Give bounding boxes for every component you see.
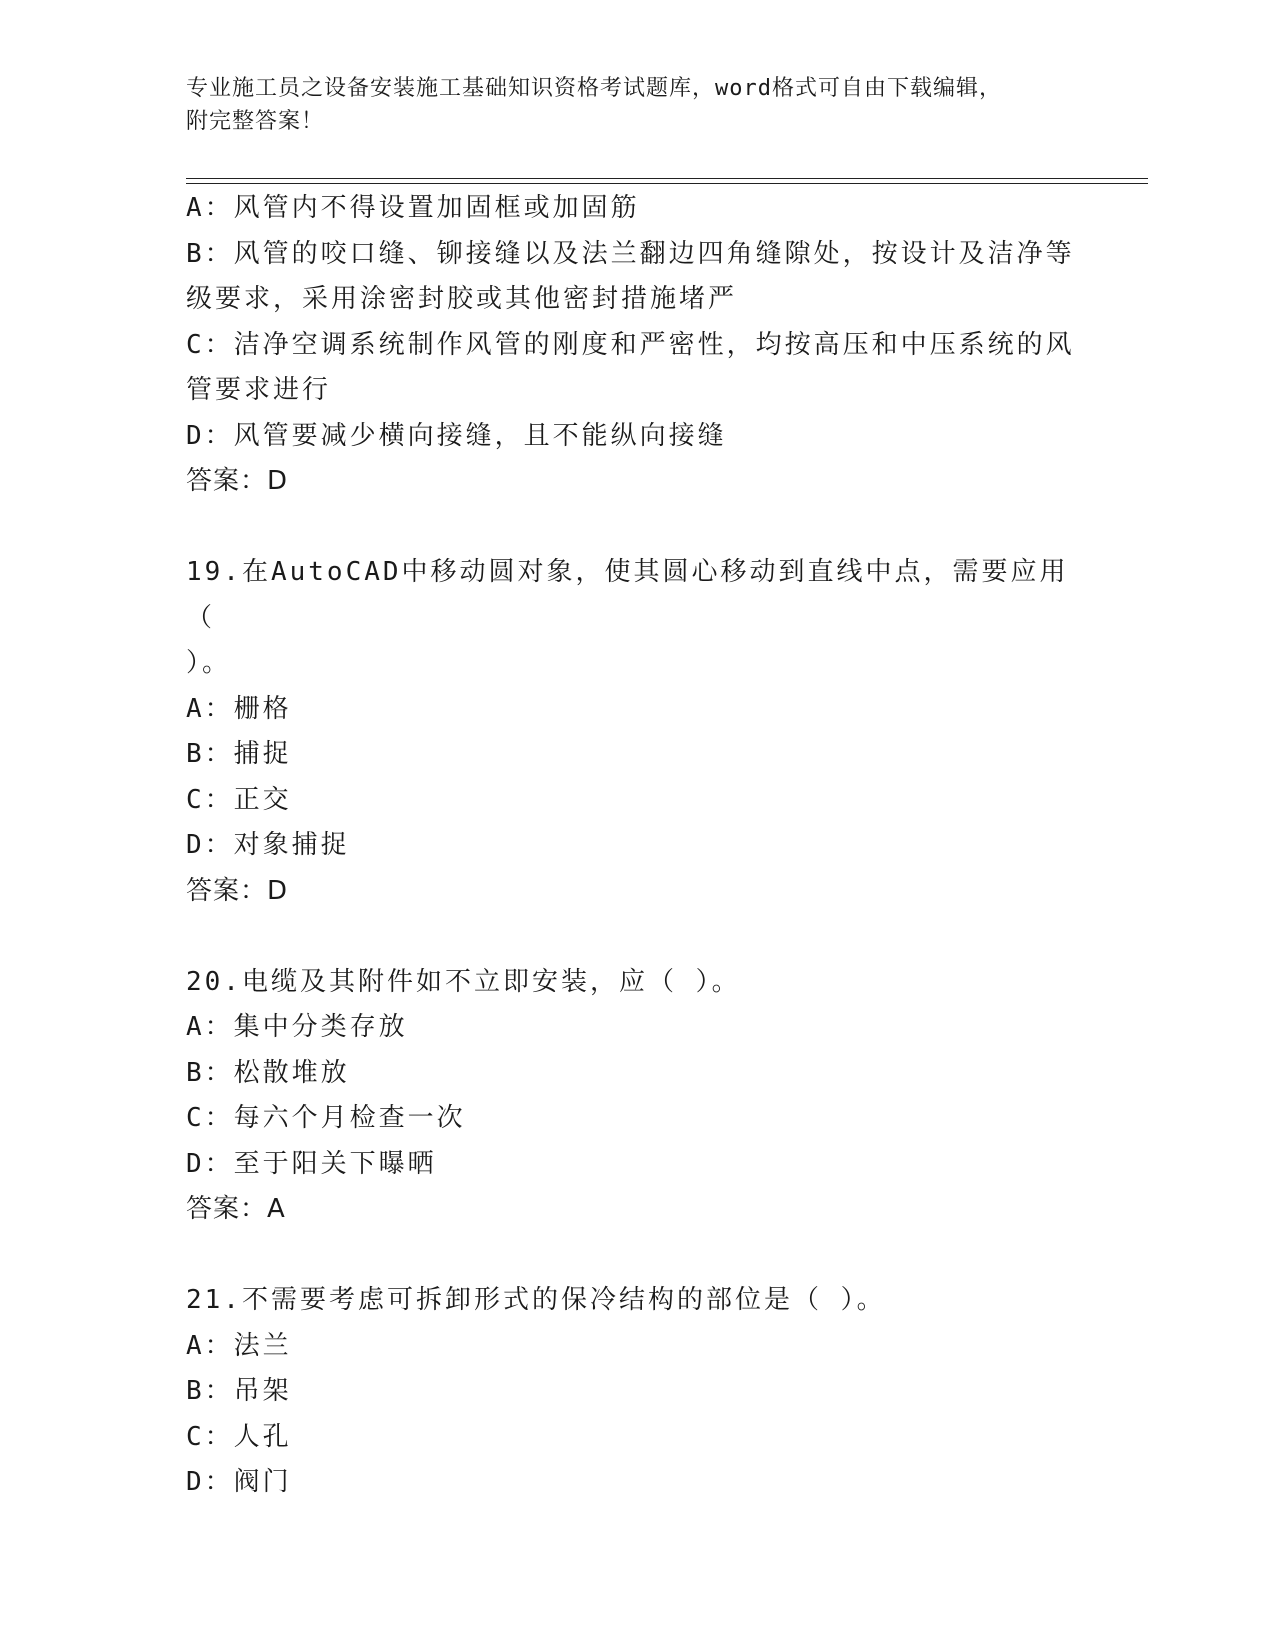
option-d: D：对象捕捉 [186, 830, 350, 860]
option-c: C：人孔 [186, 1421, 292, 1452]
option-c: C：洁净空调系统制作风管的刚度和严密性，均按高压和中压系统的风 [186, 329, 1075, 360]
header-rule-bottom [186, 183, 1148, 184]
option-b: B：吊架 [186, 1376, 292, 1406]
spacer [186, 505, 1086, 551]
document-header [186, 72, 1086, 138]
question-stem-continued: ）。 [186, 648, 232, 678]
spacer [186, 1233, 1086, 1279]
header-rule-top [186, 178, 1148, 179]
header-line-1: 专业施工员之设备安装施工基础知识资格考试题库，word格式可自由下载编辑， [186, 76, 1002, 101]
option-d: D：阀门 [186, 1467, 292, 1497]
option-b-continued: 级要求，采用涂密封胶或其他密封措施堵严 [186, 284, 738, 314]
answer-line: 答案：D [186, 875, 289, 906]
option-c: C：正交 [186, 784, 292, 815]
question-21 [186, 1278, 1086, 1506]
question-18 [186, 186, 1086, 505]
question-stem: 19.在AutoCAD中移动圆对象，使其圆心移动到直线中点，需要应用（ [186, 557, 1069, 633]
spacer [186, 914, 1086, 960]
answer-line: 答案：A [186, 1194, 286, 1224]
option-b: B：捕捉 [186, 739, 292, 769]
header-line-2: 附完整答案！ [186, 109, 325, 134]
option-c-continued: 管要求进行 [186, 375, 332, 405]
option-b: B：松散堆放 [186, 1057, 350, 1088]
question-stem: 21.不需要考虑可拆卸形式的保冷结构的部位是（ ）。 [186, 1285, 886, 1315]
option-a: A：集中分类存放 [186, 1012, 408, 1042]
option-a: A：栅格 [186, 693, 292, 724]
option-d: D：至于阳关下曝晒 [186, 1148, 437, 1179]
option-d: D：风管要减少横向接缝，且不能纵向接缝 [186, 420, 727, 451]
option-a: A：风管内不得设置加固框或加固筋 [186, 193, 640, 223]
question-list [186, 186, 1086, 1506]
question-20 [186, 960, 1086, 1233]
question-stem: 20.电缆及其附件如不立即安装，应（ ）。 [186, 966, 741, 997]
question-19 [186, 550, 1086, 914]
option-c: C：每六个月检查一次 [186, 1103, 466, 1133]
option-b: B：风管的咬口缝、铆接缝以及法兰翻边四角缝隙处，按设计及洁净等 [186, 238, 1075, 269]
option-a: A：法兰 [186, 1330, 292, 1361]
answer-line: 答案：D [186, 466, 289, 496]
